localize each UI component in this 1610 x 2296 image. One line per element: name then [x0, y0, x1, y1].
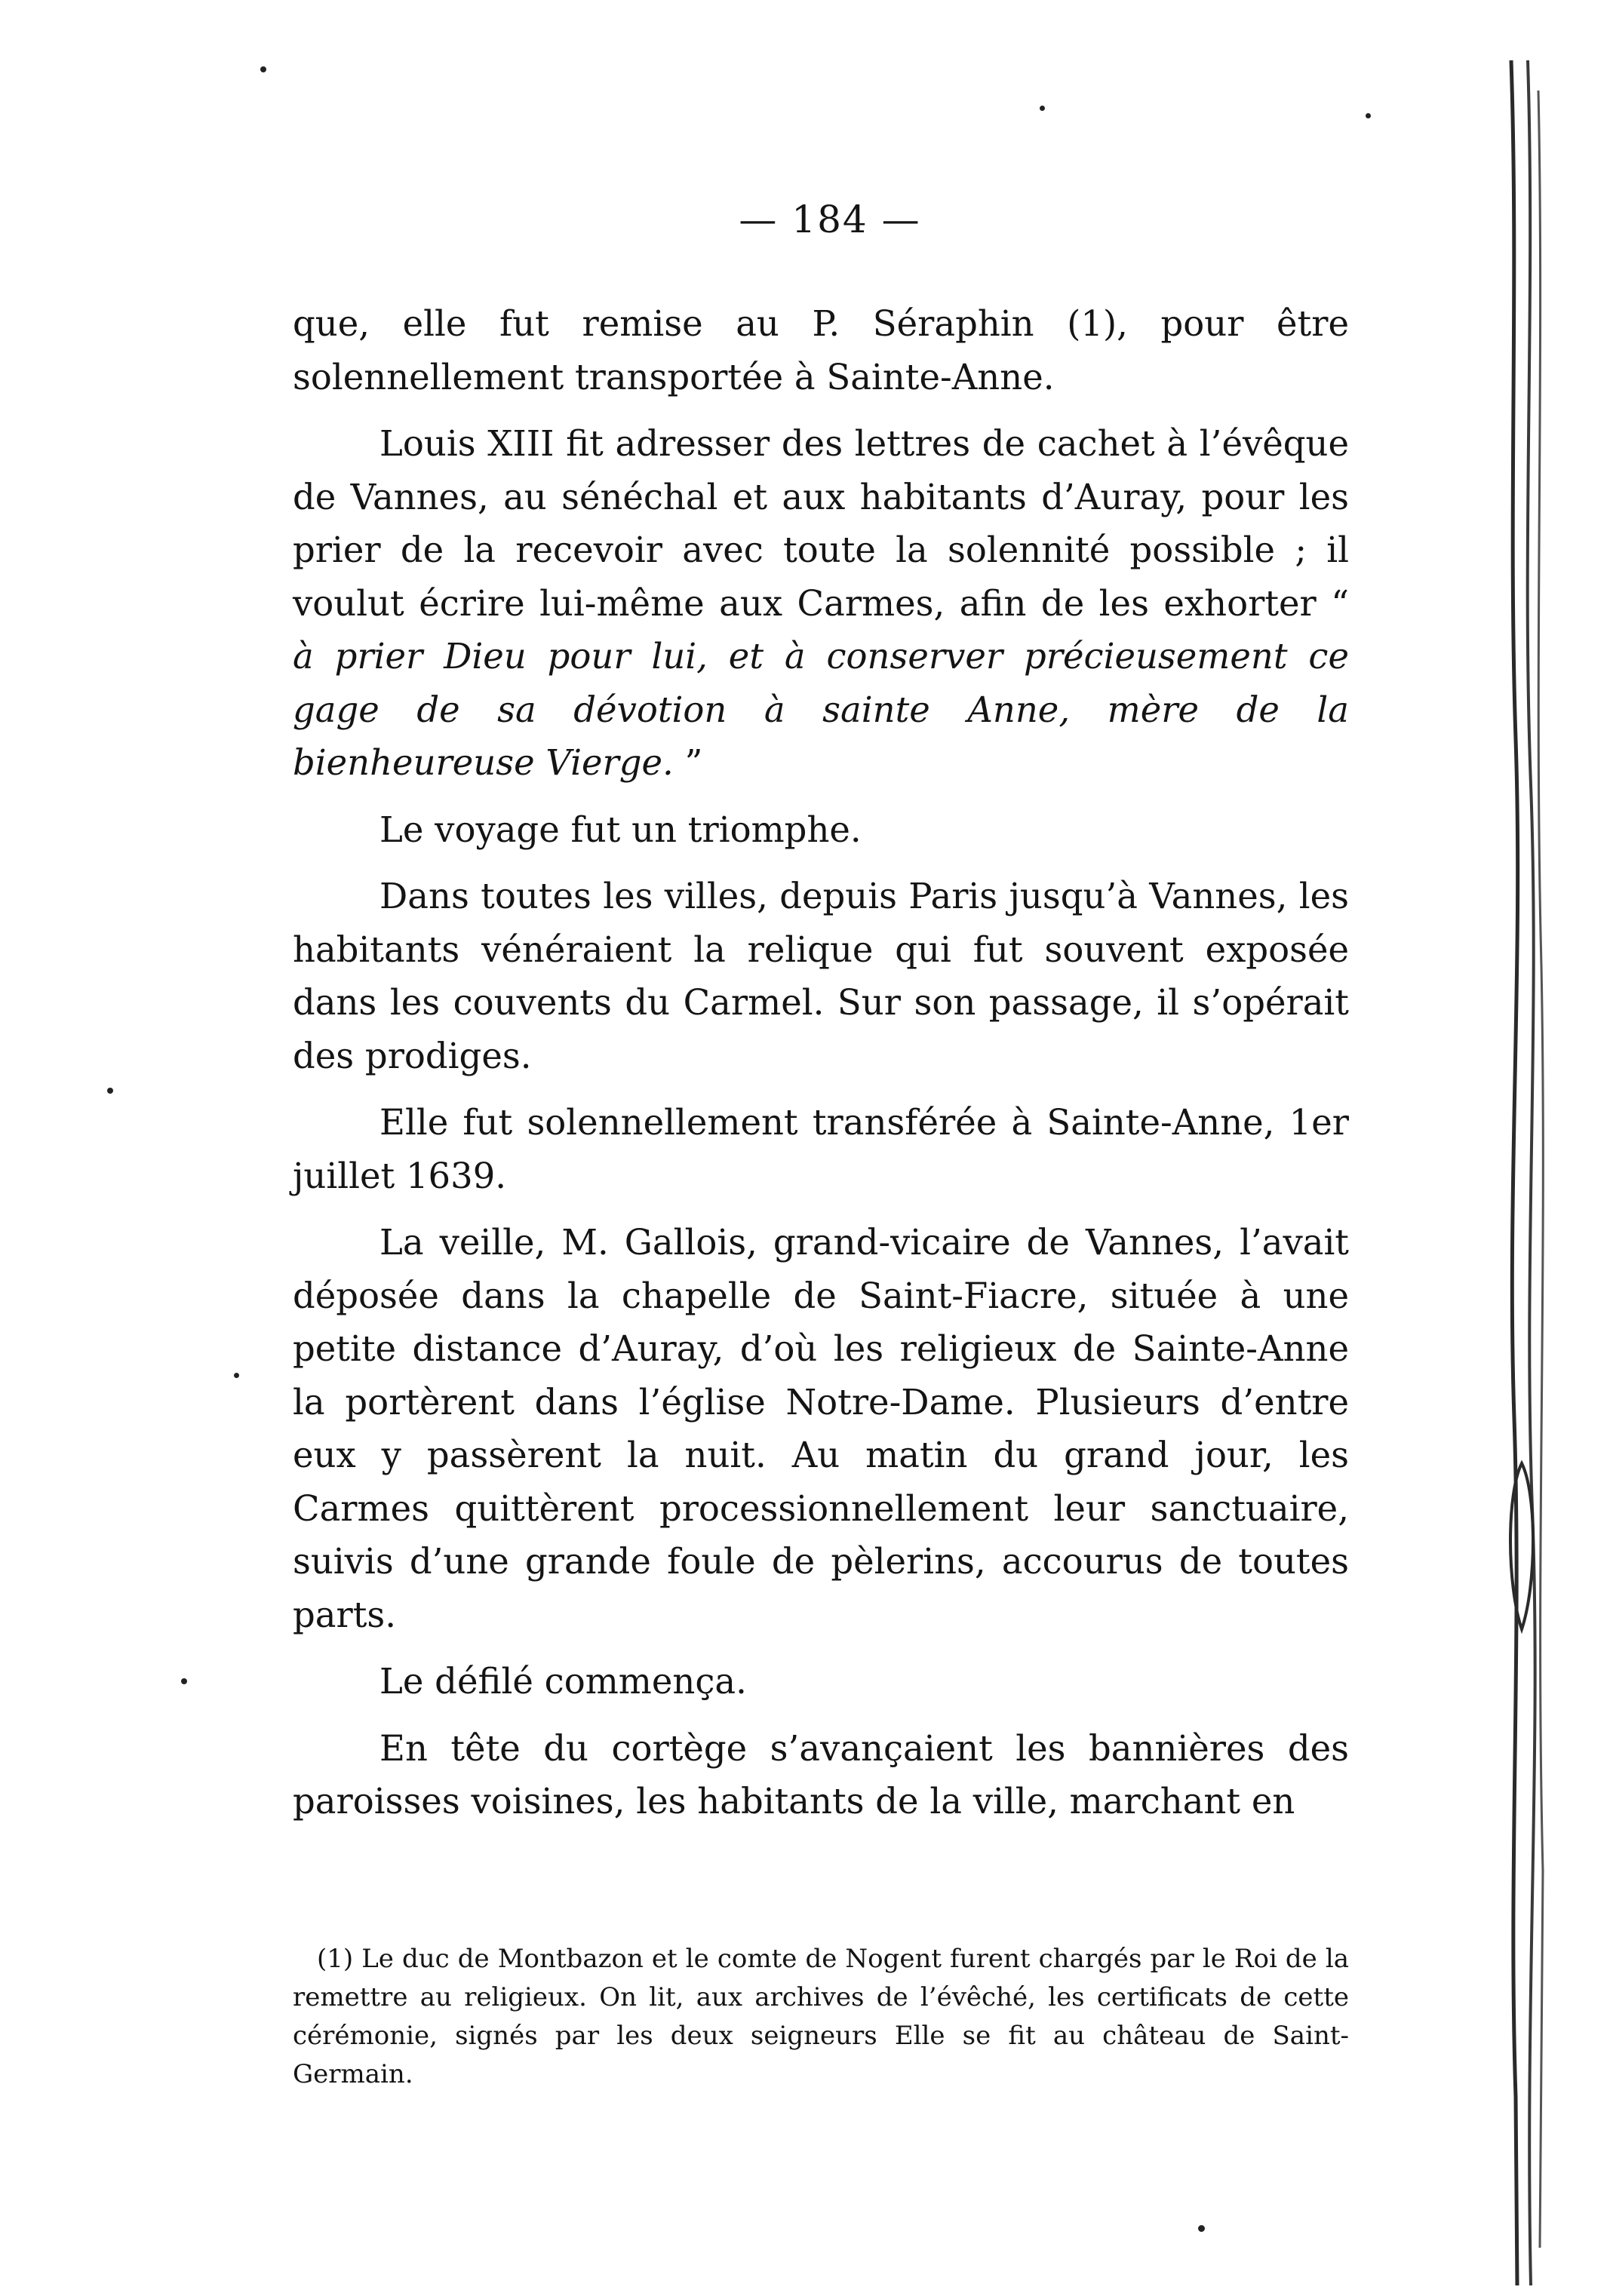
paragraph [293, 1722, 1349, 1828]
print-speck [1198, 2225, 1205, 2232]
paragraph-text: En tête du cortège s’avançaient les bannières des paroisses voisines, les habitants de la ville, marchant en [293, 1727, 1349, 1822]
print-speck [1040, 106, 1045, 111]
footnote [293, 1940, 1349, 2094]
paragraph-text: La veille, M. Gallois, grand-vicaire de Vannes, l’avait déposée dans la chapelle de Saint-Fiacre, située à une petite distance d’Auray, d’où les religieux de Sainte-Anne la portèrent dans l’église Notre-Dame. Plusieurs d’entre eux y passèrent la nuit. Au matin du grand jour, les Carmes quittèrent processionnellement leur sanctuaire, suivis d’une grande foule de pèlerins, accourus de toutes parts. [293, 1222, 1349, 1635]
print-speck [107, 1088, 113, 1094]
paragraph [293, 1096, 1349, 1202]
paragraph [293, 1655, 1349, 1708]
paragraph-text: Elle fut solennellement transférée à Sainte-Anne, 1er juillet 1639. [293, 1102, 1349, 1196]
page-number: — 184 — [739, 198, 921, 241]
body-text [293, 297, 1349, 1828]
paragraph-text: Le défilé commença. [379, 1661, 747, 1702]
paragraph [293, 1216, 1349, 1641]
paragraph [293, 417, 1349, 790]
paragraph-text: Le voyage fut un triomphe. [379, 809, 862, 850]
paragraph [293, 870, 1349, 1082]
paragraph-text: ” [673, 742, 703, 783]
paragraph-text: Louis XIII fit adresser des lettres de cachet à l’évêque de Vannes, au sénéchal et aux habitants d’Auray, pour les prier de la recevoir avec toute la solennité possible ; il voulut écrire lui-même aux Carmes, afin de les exhorter “ [293, 423, 1349, 624]
print-speck [1366, 113, 1371, 118]
print-speck [234, 1373, 239, 1378]
quoted-italic-text: à prier Dieu pour lui, et à conserver précieusement ce gage de sa dévotion à sainte Anne, mère de la bienheureuse Vierge. [293, 636, 1349, 783]
paragraph [293, 297, 1349, 404]
print-speck [181, 1678, 187, 1684]
binding-edge-shadow [1505, 60, 1550, 2285]
paragraph-text: que, elle fut remise au P. Séraphin (1), pour être solennellement transportée à Sainte-Anne. [293, 303, 1349, 398]
paragraph-text: Dans toutes les villes, depuis Paris jusqu’à Vannes, les habitants vénéraient la relique qui fut souvent exposée dans les couvents du Carmel. Sur son passage, il s’opérait des prodiges. [293, 876, 1349, 1076]
print-speck [260, 66, 266, 72]
footnote-text: (1) Le duc de Montbazon et le comte de Nogent furent chargés par le Roi de la remettre au religieux. On lit, aux archives de l’évêché, les certificats de cette cérémonie, signés par les deux seigneurs Elle se fit au château de Saint-Germain. [293, 1944, 1349, 2089]
paragraph [293, 803, 1349, 857]
